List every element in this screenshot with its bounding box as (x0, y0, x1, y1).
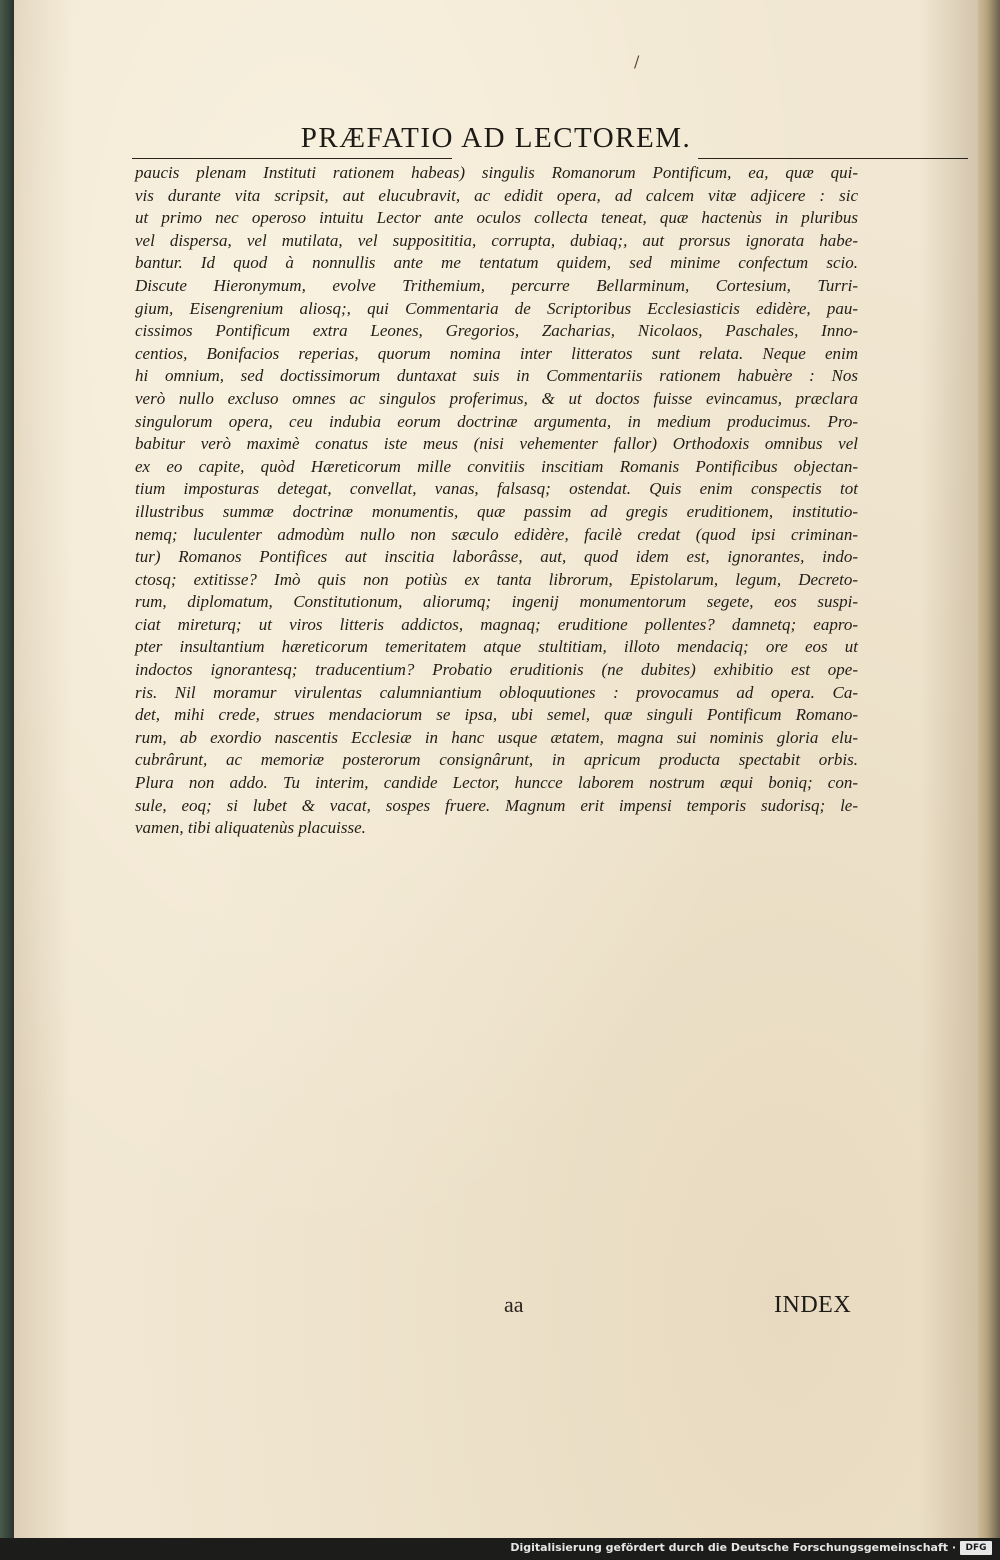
text-line: tur) Romanos Pontifices aut inscitia laborâsse, aut, quod idem est, ignorantes, indo- (135, 547, 858, 567)
text-line: tium imposturas detegat, convellat, vanas, falsasq; ostendat. Quis enim conspectis tot (135, 479, 858, 499)
dfg-logo: DFG (960, 1541, 992, 1555)
text-line: gium, Eisengrenium aliosq;, qui Commentaria de Scriptoribus Ecclesiasticis edidère, pau- (135, 298, 858, 318)
text-line: centios, Bonifacios reperias, quorum nomina inter litteratos sunt relata. Neque enim (135, 343, 858, 363)
book-cover-edge (0, 0, 14, 1538)
text-line: Discute Hieronymum, evolve Trithemium, percurre Bellarminum, Cortesium, Turri- (135, 275, 858, 295)
text-line: Plura non addo. Tu interim, candide Lector, huncce laborem nostrum æqui boniq; con- (135, 773, 858, 793)
footer-credit: Digitalisierung gefördert durch die Deutsche Forschungsgemeinschaft · (510, 1541, 956, 1554)
head-rule-left (132, 158, 452, 159)
page-mark: / (634, 52, 640, 71)
text-line: cissimos Pontificum extra Leones, Gregorios, Zacharias, Nicolaos, Paschales, Inno- (135, 321, 858, 341)
text-line: rum, ab exordio nascentis Ecclesiæ in hanc usque ætatem, magna sui nominis gloria elu- (135, 727, 858, 747)
signature-mark: aa (504, 1292, 524, 1317)
text-line: det, mihi crede, strues mendaciorum se ipsa, ubi semel, quæ singuli Pontificum Romano- (135, 705, 858, 725)
text-line: pter insultantium hæreticorum temeritatem atque stultitiam, illoto mendaciq; ore eos ut (135, 637, 858, 657)
text-line: verò nullo excluso omnes ac singulos proferimus, & ut doctos fuisse evincamus, præclara (135, 388, 858, 408)
book-page (14, 0, 978, 1538)
text-line: ex eo capite, quòd Hæreticorum mille convitiis inscitiam Romanis Pontificibus objectan- (135, 456, 858, 476)
text-line: vel dispersa, vel mutilata, vel supposititia, corrupta, dubiaq;, aut prorsus ignorata habe- (135, 230, 858, 250)
text-line: singulorum opera, ceu indubia eorum doctrinæ argumenta, in medium producimus. Pro- (135, 411, 858, 431)
bleed-through-text (114, 840, 874, 1320)
page-fore-edge (978, 0, 1000, 1538)
text-line: rum, diplomatum, Constitutionum, aliorumq; ingenij monumentorum segete, eos suspi- (135, 592, 858, 612)
text-line: ris. Nil moramur virulentas calumniantium obloquutiones : provocamus ad opera. Ca- (135, 682, 858, 702)
catchword: INDEX (774, 1292, 852, 1318)
text-line: bantur. Id quod à nonnullis ante me tentatum quidem, sed minime confectum scio. (135, 253, 858, 273)
text-line: paucis plenam Instituti rationem habeas) singulis Romanorum Pontificum, ea, quæ qui- (135, 163, 858, 182)
text-line: hi omnium, sed doctissimorum duntaxat suis in Commentariis rationem habuère : Nos (135, 366, 858, 386)
text-line: vis durante vita scripsit, aut elucubravit, ac edidit opera, ad calcem vitæ adjicere : sic (135, 185, 858, 205)
text-line: cubrârunt, ac memoriæ posterorum consignârunt, in apricum producta spectabit orbis. (135, 750, 858, 770)
text-line: ctosq; extitisse? Imò quis non potiùs ex tanta librorum, Epistolarum, legum, Decreto- (135, 569, 858, 589)
text-line-last: vamen, tibi aliquatenùs placuisse. (135, 818, 366, 838)
text-line: sule, eoq; si lubet & vacat, sospes fruere. Magnum erit impensi temporis sudorisq; le- (135, 795, 858, 815)
text-line: indoctos ignorantesq; traducentium? Probatio eruditionis (ne dubites) exhibitio est ope- (135, 660, 858, 680)
text-line: nemq; luculenter admodùm nullo non sæculo edidère, facilè credat (quod ipsi criminan- (135, 524, 858, 544)
text-line: illustribus summæ doctrinæ monumentis, quæ passim ad gregis eruditionem, institutio- (135, 501, 858, 521)
preface-body-text (135, 162, 858, 840)
text-line: ciat mireturq; ut viros litteris addictos, magnaq; eruditione pollentes? damnetq; eapro- (135, 614, 858, 634)
head-rule-right (698, 158, 968, 159)
text-line: babitur verò maximè conatus iste meus (nisi vehementer fallor) Orthodoxis omnibus vel (135, 434, 858, 454)
running-head: PRÆFATIO AD LECTOREM. (300, 122, 692, 154)
text-line: ut primo nec operoso intuitu Lector ante oculos collecta teneat, quæ hactenùs in pluribus (135, 208, 858, 228)
